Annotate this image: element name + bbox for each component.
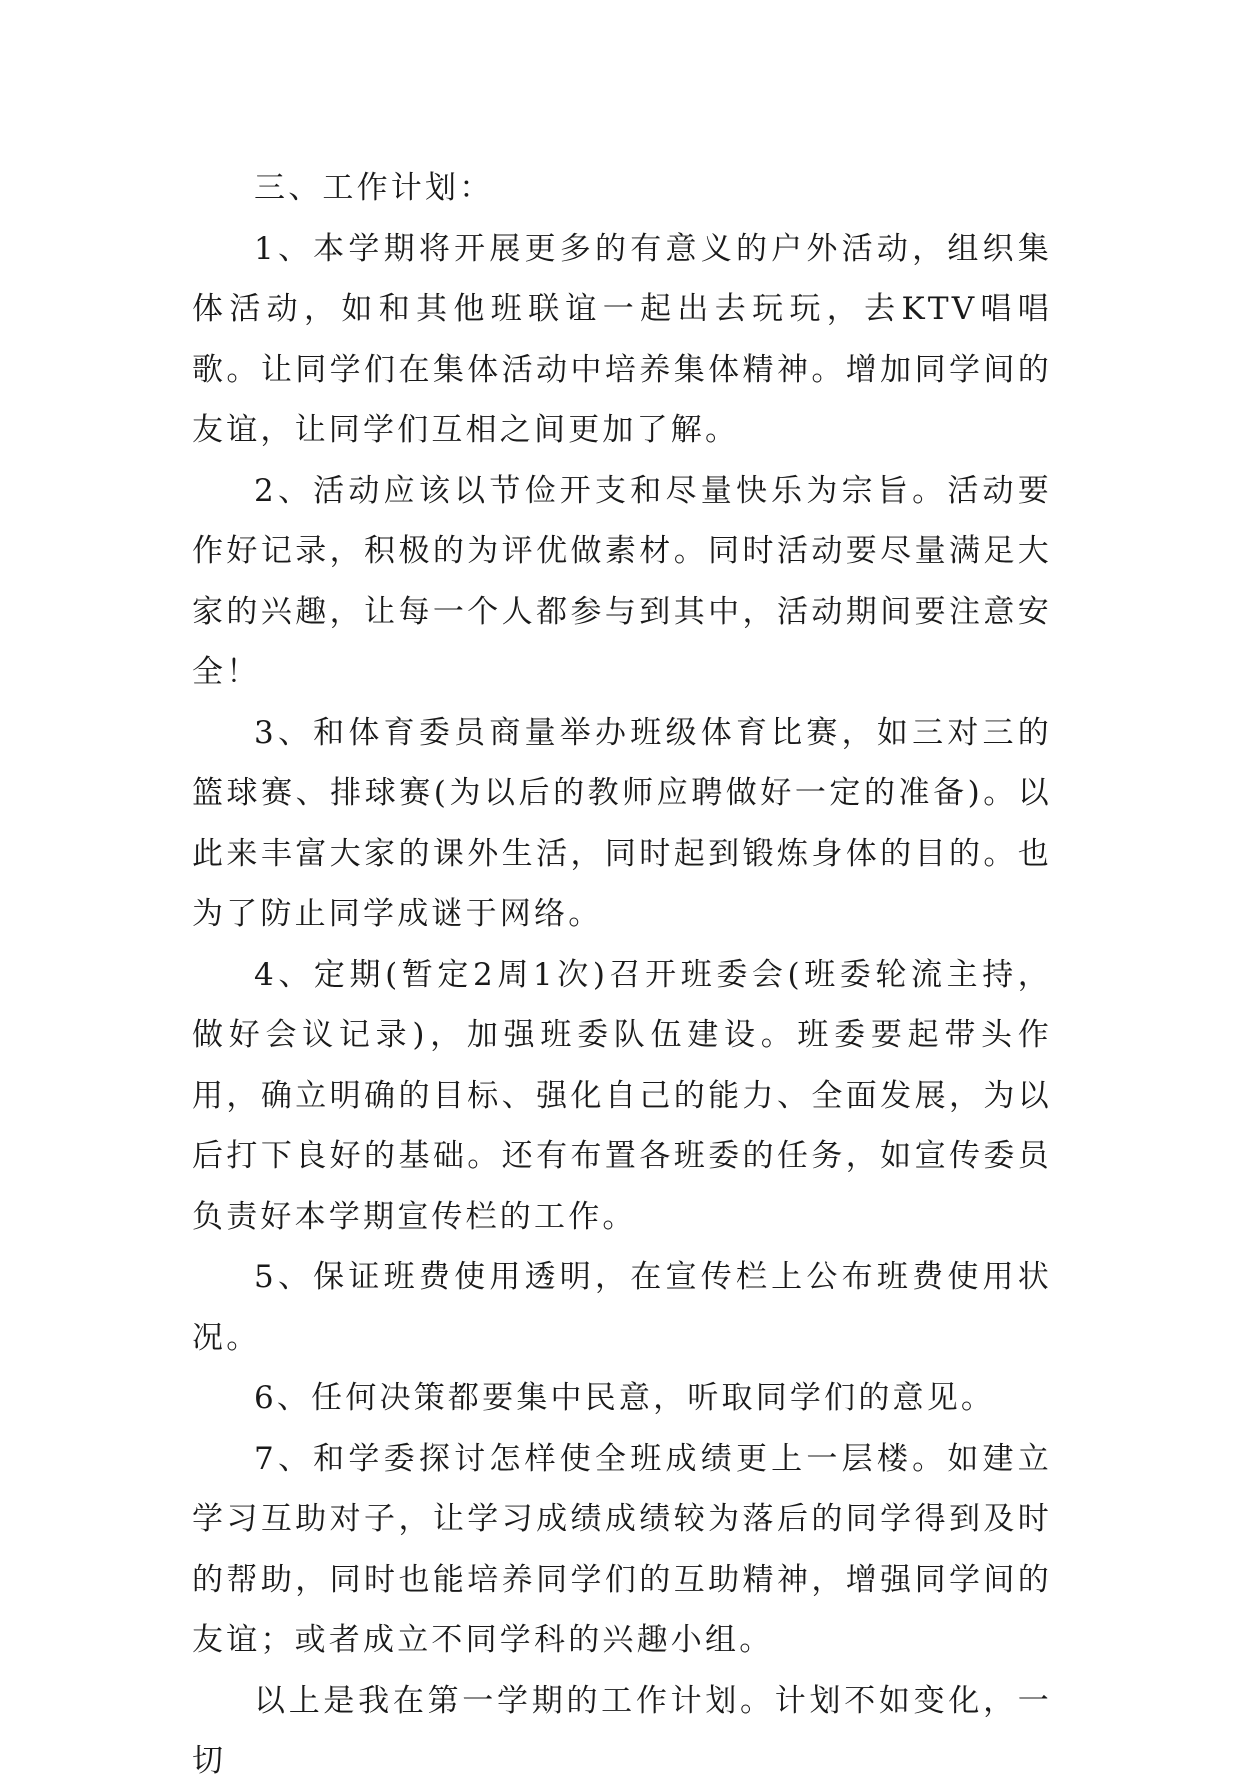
paragraph-item-2: 2、活动应该以节俭开支和尽量快乐为宗旨。活动要作好记录，积极的为评优做素材。同时活动要尽量满足大家的兴趣，让每一个人都参与到其中，活动期间要注意安全！ [192,472,1052,690]
paragraph-item-5: 5、保证班费使用透明，在宣传栏上公布班费使用状况。 [192,1259,1052,1356]
paragraph-conclusion: 以上是我在第一学期的工作计划。计划不如变化，一切 [192,1682,1052,1779]
paragraph-item-4: 4、定期(暂定2周1次)召开班委会(班委轮流主持，做好会议记录)，加强班委队伍建设。班委要起带头作用，确立明确的目标、强化自己的能力、全面发展，为以后打下良好的基础。还有布置各班委的任务，如宣传委员负责好本学期宣传栏的工作。 [192,956,1052,1235]
paragraph-item-1: 1、本学期将开展更多的有意义的户外活动，组织集体活动，如和其他班联谊一起出去玩玩，去KTV唱唱歌。让同学们在集体活动中培养集体精神。增加同学间的友谊，让同学们互相之间更加了解。 [192,230,1052,448]
paragraph-item-3: 3、和体育委员商量举办班级体育比赛，如三对三的篮球赛、排球赛(为以后的教师应聘做好一定的准备)。以此来丰富大家的课外生活，同时起到锻炼身体的目的。也为了防止同学成谜于网络。 [192,714,1052,932]
section-heading: 三、工作计划： [254,170,494,206]
document-body [192,158,1052,1792]
paragraph-item-6: 6、任何决策都要集中民意，听取同学们的意见。 [254,1380,996,1416]
paragraph-item-7: 7、和学委探讨怎样使全班成绩更上一层楼。如建立学习互助对子，让学习成绩成绩较为落后的同学得到及时的帮助，同时也能培养同学们的互助精神，增强同学间的友谊；或者成立不同学科的兴趣小组。 [192,1440,1052,1658]
